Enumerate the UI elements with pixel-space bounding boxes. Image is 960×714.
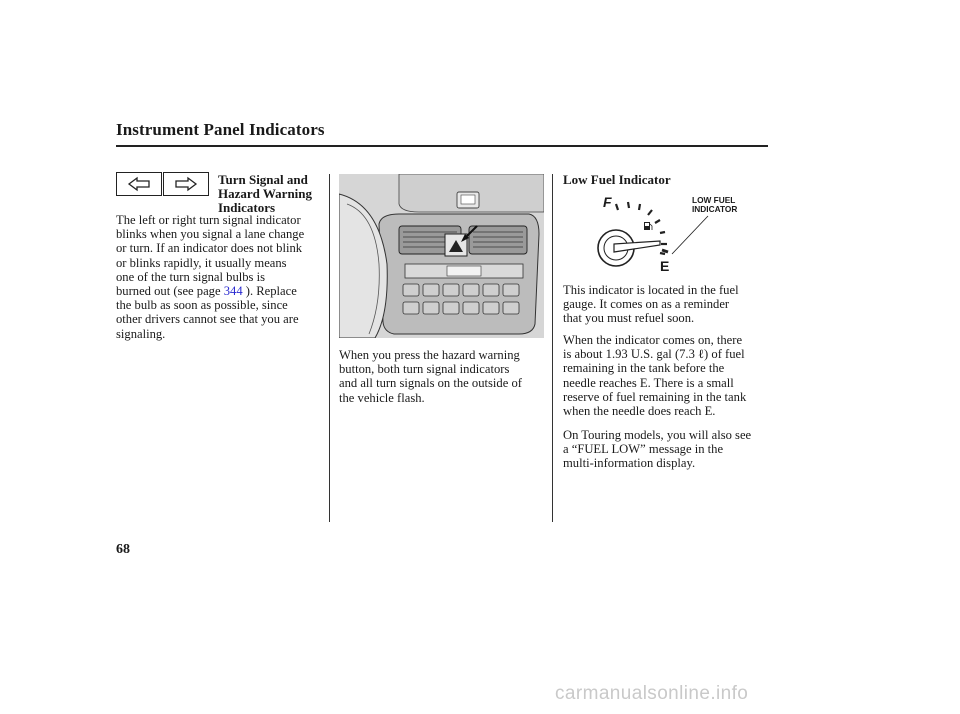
text-line: when the needle does reach E. (563, 404, 716, 419)
text-line: needle reaches E. There is a small (563, 375, 734, 390)
callout-line: INDICATOR (692, 204, 738, 214)
text-line: or blinks rapidly, it usually means (116, 255, 287, 270)
text-line: a “FUEL LOW” message in the (563, 442, 724, 457)
low-fuel-heading: Low Fuel Indicator (563, 172, 671, 187)
text-line: When the indicator comes on, there (563, 333, 743, 347)
watermark: carmanualsonline.info (555, 683, 749, 704)
text-line: other drivers cannot see that you are (116, 312, 299, 327)
gauge-empty-label: E (660, 258, 670, 274)
turn-signal-paragraph (116, 213, 328, 341)
text-line: the vehicle flash. (339, 390, 425, 405)
text-line (116, 284, 328, 298)
hazard-button-illustration (339, 174, 544, 338)
text-line: On Touring models, you will also see (563, 428, 752, 442)
text-line: The left or right turn signal indicator (116, 213, 301, 227)
low-fuel-paragraph-1 (563, 283, 768, 326)
left-arrow-icon (116, 172, 162, 196)
low-fuel-paragraph-3 (563, 428, 768, 471)
text-fragment: burned out (see page (116, 284, 224, 299)
text-line: one of the turn signal bulbs is (116, 269, 266, 284)
text-line: that you must refuel soon. (563, 311, 695, 326)
text-line: is about 1.93 U.S. gal (7.3 ℓ) of fuel (563, 347, 745, 362)
heading-line: Indicators (218, 200, 276, 215)
page-link[interactable]: 344 (223, 284, 243, 299)
gauge-full-label: F (603, 194, 612, 210)
hazard-paragraph (339, 348, 549, 405)
turn-signal-heading (218, 173, 312, 215)
header-rule (116, 145, 768, 147)
callout-line: LOW FUEL (692, 195, 736, 205)
low-fuel-paragraph-2 (563, 333, 768, 418)
heading-line: Turn Signal and (218, 172, 308, 187)
text-line: signaling. (116, 326, 166, 341)
column-divider-2 (552, 174, 553, 522)
text-line: When you press the hazard warning (339, 348, 520, 362)
column-divider-1 (329, 174, 330, 522)
heading-line: Hazard Warning (218, 186, 313, 201)
text-line: This indicator is located in the fuel (563, 283, 739, 297)
right-arrow-icon (163, 172, 209, 196)
text-line: reserve of fuel remaining in the tank (563, 389, 747, 404)
page-title: Instrument Panel Indicators (116, 120, 325, 139)
text-line: remaining in the tank before the (563, 361, 725, 376)
page-number: 68 (116, 542, 130, 557)
text-line: gauge. It comes on as a reminder (563, 297, 730, 312)
text-line: the bulb as soon as possible, since (116, 298, 288, 313)
text-fragment: ). Replace (242, 284, 297, 299)
text-line: button, both turn signal indicators (339, 362, 510, 377)
text-line: blinks when you signal a lane change (116, 227, 305, 242)
text-line: or turn. If an indicator does not blink (116, 241, 303, 256)
text-line: multi-information display. (563, 456, 696, 471)
text-line: and all turn signals on the outside of (339, 376, 522, 391)
low-fuel-callout (692, 196, 737, 214)
